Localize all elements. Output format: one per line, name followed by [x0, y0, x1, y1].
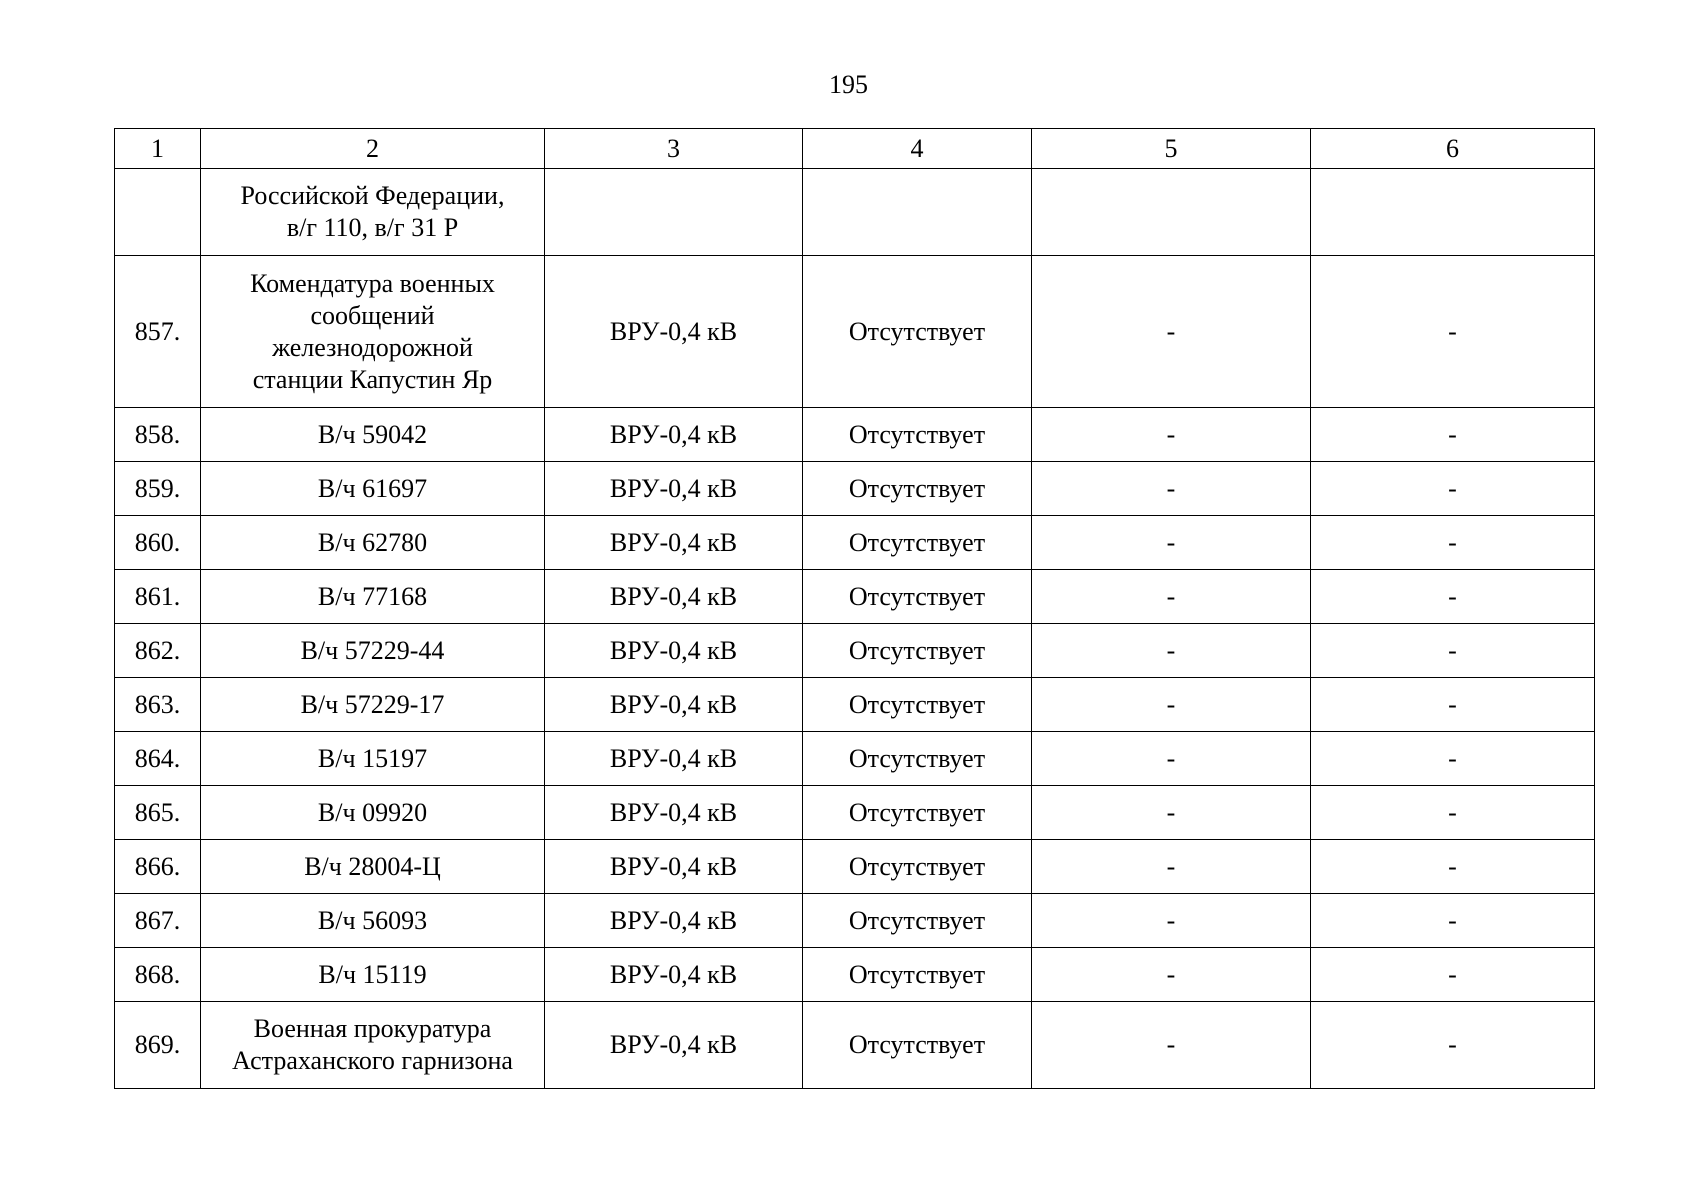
page-number: 195 [829, 70, 868, 99]
cell-num: 867. [115, 894, 201, 948]
cell-num: 862. [115, 624, 201, 678]
cell-num [115, 169, 201, 256]
name-line: В/ч 15119 [318, 959, 427, 989]
cell-5: - [1032, 678, 1311, 732]
cell-num: 869. [115, 1002, 201, 1089]
cell-5: - [1032, 732, 1311, 786]
header-cell-5: 5 [1032, 129, 1311, 169]
name-line: Российской Федерации, [240, 181, 505, 210]
cell-6: - [1311, 678, 1595, 732]
cell-6: - [1311, 570, 1595, 624]
cell-4: Отсутствует [803, 516, 1032, 570]
cell-6: - [1311, 256, 1595, 408]
table-row [115, 732, 1595, 786]
cell-4: Отсутствует [803, 678, 1032, 732]
cell-5: - [1032, 408, 1311, 462]
cell-4: Отсутствует [803, 408, 1032, 462]
name-line: В/ч 57229-44 [300, 635, 445, 665]
cell-5: - [1032, 256, 1311, 408]
cell-6: - [1311, 516, 1595, 570]
cell-3: ВРУ-0,4 кВ [545, 516, 803, 570]
cell-6: - [1311, 1002, 1595, 1089]
cell-5: - [1032, 624, 1311, 678]
header-cell-3: 3 [545, 129, 803, 169]
cell-4: Отсутствует [803, 1002, 1032, 1089]
table-row [115, 948, 1595, 1002]
name-line: железнодорожной [272, 332, 473, 362]
header-cell-4: 4 [803, 129, 1032, 169]
header-cell-2: 2 [201, 129, 545, 169]
cell-name [201, 1002, 545, 1089]
table-row [115, 462, 1595, 516]
cell-4: Отсутствует [803, 948, 1032, 1002]
name-line: В/ч 62780 [317, 527, 428, 557]
name-line: В/ч 61697 [317, 473, 428, 503]
cell-3: ВРУ-0,4 кВ [545, 894, 803, 948]
cell-num: 859. [115, 462, 201, 516]
header-cell-6: 6 [1311, 129, 1595, 169]
header-cell-1: 1 [115, 129, 201, 169]
cell-num: 865. [115, 786, 201, 840]
cell-6: - [1311, 462, 1595, 516]
name-line: В/ч 15197 [317, 743, 428, 773]
cell-num: 861. [115, 570, 201, 624]
cell-4: Отсутствует [803, 570, 1032, 624]
cell-6 [1311, 169, 1595, 256]
table-row [115, 1002, 1595, 1089]
cell-num: 860. [115, 516, 201, 570]
table-row [115, 516, 1595, 570]
cell-3: ВРУ-0,4 кВ [545, 786, 803, 840]
name-line: сообщений [310, 300, 435, 330]
cell-6: - [1311, 624, 1595, 678]
table-row [115, 840, 1595, 894]
table-row [115, 408, 1595, 462]
cell-name [201, 624, 545, 678]
cell-4: Отсутствует [803, 624, 1032, 678]
cell-name [201, 570, 545, 624]
table-row [115, 256, 1595, 408]
name-line: В/ч 77168 [317, 581, 428, 611]
cell-3: ВРУ-0,4 кВ [545, 570, 803, 624]
cell-num: 857. [115, 256, 201, 408]
cell-num: 864. [115, 732, 201, 786]
cell-3: ВРУ-0,4 кВ [545, 1002, 803, 1089]
table-row [115, 786, 1595, 840]
cell-name [201, 408, 545, 462]
cell-5 [1032, 169, 1311, 256]
cell-4: Отсутствует [803, 256, 1032, 408]
cell-name [201, 840, 545, 894]
name-line: Военная прокуратура [253, 1014, 492, 1043]
cell-5: - [1032, 840, 1311, 894]
cell-4 [803, 169, 1032, 256]
cell-6: - [1311, 408, 1595, 462]
table-row [115, 894, 1595, 948]
continuation-row [115, 169, 1595, 256]
cell-5: - [1032, 516, 1311, 570]
cell-6: - [1311, 732, 1595, 786]
cell-3 [545, 169, 803, 256]
cell-5: - [1032, 462, 1311, 516]
cell-4: Отсутствует [803, 732, 1032, 786]
cell-6: - [1311, 786, 1595, 840]
cell-name [201, 256, 545, 408]
cell-3: ВРУ-0,4 кВ [545, 624, 803, 678]
cell-5: - [1032, 1002, 1311, 1089]
cell-3: ВРУ-0,4 кВ [545, 840, 803, 894]
cell-3: ВРУ-0,4 кВ [545, 732, 803, 786]
header-row [115, 129, 1595, 169]
name-line: В/ч 09920 [317, 797, 428, 827]
cell-name [201, 462, 545, 516]
cell-6: - [1311, 840, 1595, 894]
cell-num: 868. [115, 948, 201, 1002]
cell-6: - [1311, 894, 1595, 948]
cell-3: ВРУ-0,4 кВ [545, 948, 803, 1002]
name-line: В/ч 28004-Ц [304, 851, 441, 881]
cell-3: ВРУ-0,4 кВ [545, 678, 803, 732]
cell-4: Отсутствует [803, 786, 1032, 840]
name-line: Астраханского гарнизона [232, 1046, 513, 1075]
cell-name [201, 732, 545, 786]
name-line: В/ч 59042 [317, 419, 428, 449]
cell-3: ВРУ-0,4 кВ [545, 256, 803, 408]
cell-5: - [1032, 948, 1311, 1002]
cell-name [201, 894, 545, 948]
table-row [115, 570, 1595, 624]
table-body [115, 129, 1595, 1089]
table-row [115, 624, 1595, 678]
cell-3: ВРУ-0,4 кВ [545, 462, 803, 516]
cell-3: ВРУ-0,4 кВ [545, 408, 803, 462]
cell-5: - [1032, 570, 1311, 624]
name-line: станции Капустин Яр [252, 364, 493, 394]
name-line: В/ч 57229-17 [300, 689, 445, 719]
cell-name [201, 948, 545, 1002]
cell-5: - [1032, 894, 1311, 948]
cell-4: Отсутствует [803, 840, 1032, 894]
cell-name [201, 169, 545, 256]
cell-4: Отсутствует [803, 462, 1032, 516]
cell-5: - [1032, 786, 1311, 840]
name-line: в/г 110, в/г 31 Р [286, 213, 459, 242]
cell-name [201, 516, 545, 570]
cell-num: 858. [115, 408, 201, 462]
cell-name [201, 786, 545, 840]
data-table [114, 128, 1595, 1089]
cell-4: Отсутствует [803, 894, 1032, 948]
name-line: Комендатура военных [250, 268, 495, 298]
name-line: В/ч 56093 [317, 905, 428, 935]
cell-num: 866. [115, 840, 201, 894]
table-row [115, 678, 1595, 732]
cell-6: - [1311, 948, 1595, 1002]
cell-num: 863. [115, 678, 201, 732]
cell-name [201, 678, 545, 732]
